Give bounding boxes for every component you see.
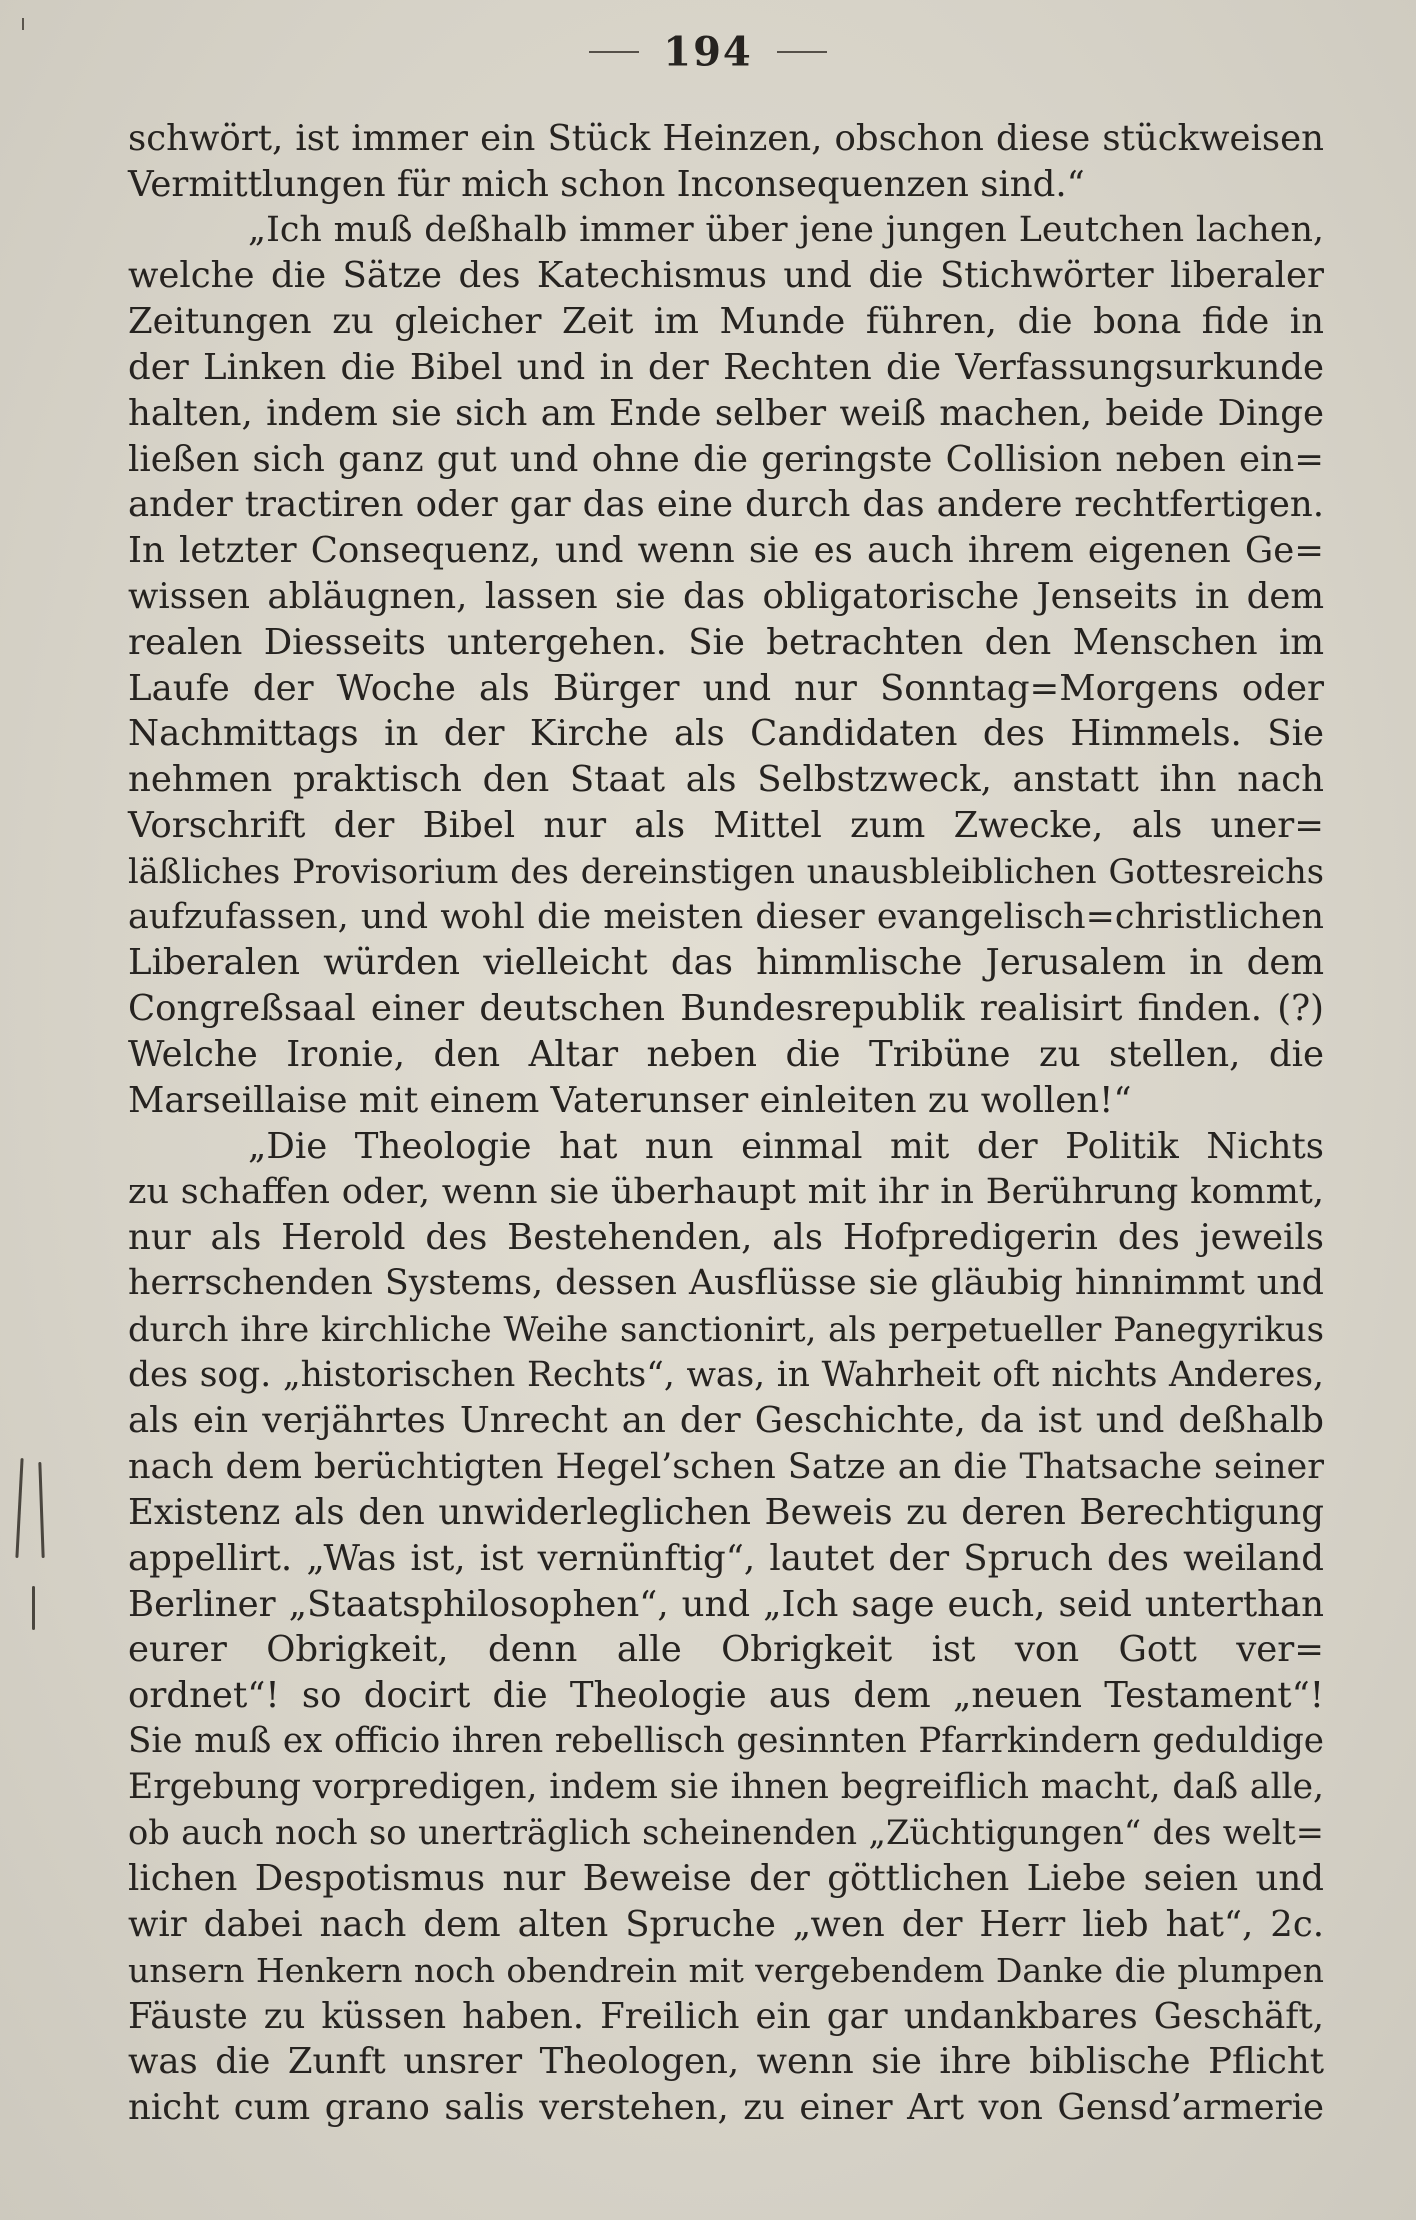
text-line: ob auch noch so unerträglich scheinenden „Züchtigungen“ des welt=	[128, 1813, 1324, 1853]
text-line: Congreßsaal einer deutschen Bundesrepublik realisirt finden. (?)	[128, 988, 1324, 1030]
text-line: realen Diesseits untergehen. Sie betrachten den Menschen im	[128, 621, 1324, 663]
text-line: Welche Ironie, den Altar neben die Tribüne zu stellen, die	[128, 1033, 1324, 1075]
pencil-stroke	[38, 1462, 44, 1558]
text-line: Vermittlungen für mich schon Inconsequenzen sind.“	[128, 163, 1086, 205]
pencil-stroke	[32, 1586, 35, 1630]
text-line: durch ihre kirchliche Weihe sanctionirt, als perpetueller Panegyrikus	[128, 1309, 1324, 1349]
text-line: Fäuste zu küssen haben. Freilich ein gar undankbares Geschäft,	[128, 1995, 1324, 2037]
text-line: was die Zunft unsrer Theologen, wenn sie ihre biblische Pflicht	[128, 2041, 1324, 2083]
text-line: nur als Herold des Bestehenden, als Hofpredigerin des jeweils	[128, 1217, 1324, 1259]
page-number: 194	[663, 28, 753, 76]
text-line: ander tractiren oder gar das eine durch das andere rechtfertigen.	[128, 484, 1324, 526]
text-line: herrschenden Systems, dessen Ausflüsse sie gläubig hinnimmt und	[128, 1262, 1324, 1303]
text-line: Nachmittags in der Kirche als Candidaten des Himmels. Sie	[128, 713, 1324, 755]
text-line: Berliner „Staatsphilosophen“, und „Ich sage euch, seid unterthan	[128, 1583, 1324, 1625]
text-line: aufzufassen, und wohl die meisten dieser evangelisch=christlichen	[128, 896, 1324, 937]
text-line: eurer Obrigkeit, denn alle Obrigkeit ist von Gott ver=	[128, 1629, 1324, 1671]
text-line: nehmen praktisch den Staat als Selbstzweck, anstatt ihn nach	[128, 759, 1324, 801]
text-line: Existenz als den unwiderleglichen Beweis zu deren Berechtigung	[128, 1491, 1324, 1533]
text-line: nicht cum grano salis verstehen, zu einer Art von Gensd’armerie	[128, 2087, 1324, 2129]
text-line: zu schaffen oder, wenn sie überhaupt mit ihr in Berührung kommt,	[128, 1171, 1324, 1213]
text-line: halten, indem sie sich am Ende selber weiß machen, beide Dinge	[128, 392, 1324, 434]
text-line: appellirt. „Was ist, ist vernünftig“, lautet der Spruch des weiland	[128, 1537, 1324, 1579]
page-header	[0, 26, 1416, 76]
body-text	[128, 116, 1324, 2131]
text-line: als ein verjährtes Unrecht an der Geschichte, da ist und deßhalb	[128, 1400, 1324, 1442]
pencil-stroke	[15, 1458, 23, 1558]
header-dash-right	[777, 51, 827, 53]
text-line: läßliches Provisorium des dereinstigen unausbleiblichen Gottesreichs	[128, 851, 1324, 891]
text-line: schwört, ist immer ein Stück Heinzen, obschon diese stückweisen	[128, 118, 1324, 159]
text-line: wir dabei nach dem alten Spruche „wen der Herr lieb hat“, 2c.	[128, 1904, 1324, 1946]
text-line: „Ich muß deßhalb immer über jene jungen Leutchen lachen,	[248, 209, 1324, 250]
text-line: Liberalen würden vielleicht das himmlische Jerusalem in dem	[128, 942, 1324, 984]
text-line: Vorschrift der Bibel nur als Mittel zum Zwecke, als uner=	[128, 804, 1324, 846]
text-line: unsern Henkern noch obendrein mit vergebendem Danke die plumpen	[128, 1950, 1324, 1990]
text-line: des sog. „historischen Rechts“, was, in Wahrheit oft nichts Anderes,	[128, 1354, 1324, 1395]
text-line: In letzter Consequenz, und wenn sie es auch ihrem eigenen Ge=	[128, 530, 1324, 572]
text-line: Zeitungen zu gleicher Zeit im Munde führen, die bona fide in	[128, 301, 1324, 343]
text-line: „Die Theologie hat nun einmal mit der Politik Nichts	[248, 1125, 1324, 1167]
text-line: Laufe der Woche als Bürger und nur Sonntag=Morgens oder	[128, 667, 1324, 709]
header-dash-left	[589, 51, 639, 53]
text-line: der Linken die Bibel und in der Rechten die Verfassungsurkunde	[128, 346, 1324, 388]
text-line: Sie muß ex officio ihren rebellisch gesinnten Pfarrkindern geduldige	[128, 1720, 1324, 1761]
text-line: Marseillaise mit einem Vaterunser einleiten zu wollen!“	[128, 1079, 1132, 1121]
text-line: Ergebung vorpredigen, indem sie ihnen begreiflich macht, daß alle,	[128, 1766, 1324, 1807]
text-line: welche die Sätze des Katechismus und die Stichwörter liberaler	[128, 255, 1324, 297]
text-line: nach dem berüchtigten Hegel’schen Satze an die Thatsache seiner	[128, 1446, 1324, 1488]
text-line: ließen sich ganz gut und ohne die geringste Collision neben ein=	[128, 438, 1324, 480]
text-line: ordnet“! so docirt die Theologie aus dem „neuen Testament“!	[128, 1675, 1324, 1717]
text-line: lichen Despotismus nur Beweise der göttlichen Liebe seien und	[128, 1858, 1324, 1900]
text-line: wissen abläugnen, lassen sie das obligatorische Jenseits in dem	[128, 575, 1324, 617]
